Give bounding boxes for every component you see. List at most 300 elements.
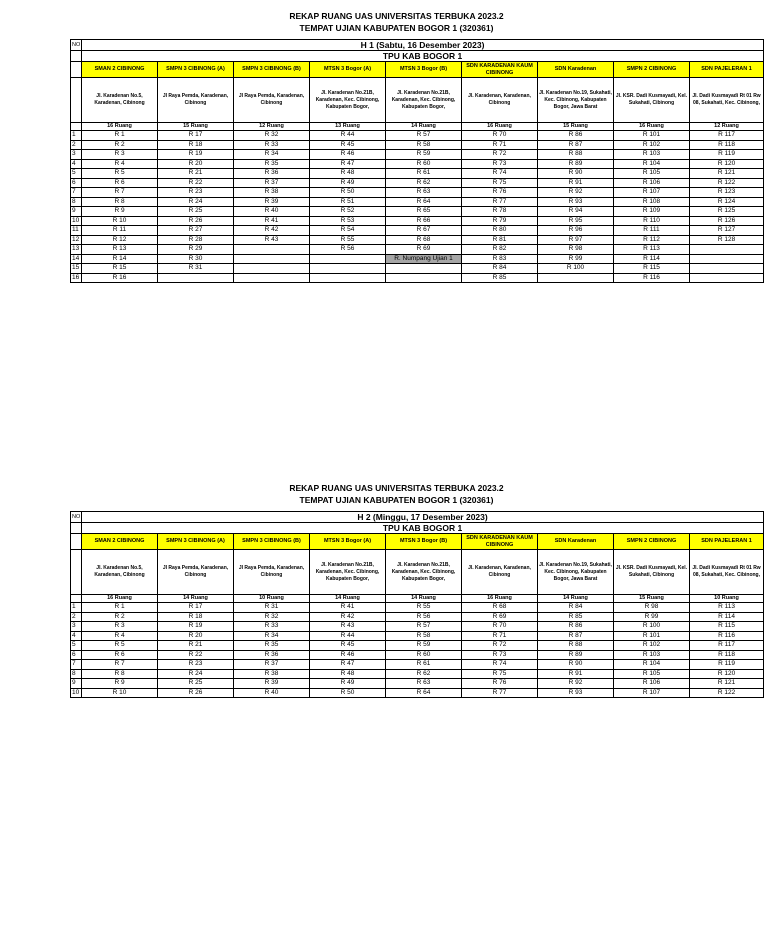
row-number: 8 (71, 669, 82, 679)
room-cell: R 115 (614, 264, 690, 274)
room-cell: R 77 (462, 197, 538, 207)
school-address: Jl. Karadenan, Karadenan, Cibinong (462, 550, 538, 595)
room-cell: R 91 (538, 669, 614, 679)
room-cell: R 86 (538, 622, 614, 632)
room-cell: R 128 (690, 235, 764, 245)
room-cell: R 20 (158, 159, 234, 169)
room-cell: R 7 (82, 660, 158, 670)
room-cell: R 15 (82, 264, 158, 274)
room-cell: R 70 (462, 622, 538, 632)
room-cell: R 67 (386, 226, 462, 236)
room-cell: R 22 (158, 178, 234, 188)
room-cell: R 66 (386, 216, 462, 226)
room-cell: R 95 (538, 216, 614, 226)
room-cell: R 34 (234, 631, 310, 641)
row-number: 4 (71, 159, 82, 169)
room-cell: R 65 (386, 207, 462, 217)
room-cell: R 44 (310, 131, 386, 141)
room-cell: R 87 (538, 631, 614, 641)
school-address: Jl. Karadenan No.21B, Karadenan, Kec. Cibinong, Kabupaten Bogor, (310, 78, 386, 123)
school-address: Jl. Karadenan No.5, Karadenan, Cibinong (82, 550, 158, 595)
room-cell: R 52 (310, 207, 386, 217)
room-cell: R 99 (614, 612, 690, 622)
room-cell: R 119 (690, 150, 764, 160)
room-cell: R 4 (82, 159, 158, 169)
address-row (71, 550, 764, 595)
room-cell: R 102 (614, 641, 690, 651)
room-count: 12 Ruang (690, 123, 764, 131)
school-address: Jl. Karadenan No.19, Sukahati, Kec. Cibinong, Kabupaten Bogor, Jawa Barat (538, 78, 614, 123)
room-cell (310, 273, 386, 283)
room-cell: R 41 (234, 216, 310, 226)
day-label: H 1 (Sabtu, 16 Desember 2023) (82, 40, 764, 51)
room-cell: R 92 (538, 188, 614, 198)
row-number: 6 (71, 650, 82, 660)
room-cell: R 107 (614, 188, 690, 198)
room-cell: R 122 (690, 688, 764, 698)
room-cell: R 25 (158, 679, 234, 689)
room-cell: R 51 (310, 197, 386, 207)
room-cell: R 68 (462, 603, 538, 613)
room-cell: R 102 (614, 140, 690, 150)
room-cell: R 60 (386, 159, 462, 169)
room-cell (690, 273, 764, 283)
row-number: 8 (71, 197, 82, 207)
room-cell: R 114 (690, 612, 764, 622)
row-number: 9 (71, 679, 82, 689)
school-name: SMPN 3 CIBINONG (B) (234, 534, 310, 550)
table-row (71, 169, 764, 179)
room-cell: R 32 (234, 131, 310, 141)
room-cell: R 54 (310, 226, 386, 236)
room-cell: R 33 (234, 622, 310, 632)
school-name: SMPN 3 CIBINONG (A) (158, 62, 234, 78)
room-cell: R 77 (462, 688, 538, 698)
room-cell: R 114 (614, 254, 690, 264)
no-header: NO (71, 40, 82, 51)
room-cell: R 24 (158, 197, 234, 207)
room-cell: R 23 (158, 660, 234, 670)
room-cell: R 104 (614, 660, 690, 670)
room-cell: R 28 (158, 235, 234, 245)
school-address: Jl. Dadi Kusmayadi Rt 01 Rw 08, Sukahati, Kec. Cibinong, (690, 550, 764, 595)
room-cell: R 55 (310, 235, 386, 245)
day-row (71, 512, 764, 523)
row-number: 4 (71, 631, 82, 641)
school-header-row (71, 534, 764, 550)
room-cell: R 3 (82, 150, 158, 160)
room-cell: R 72 (462, 641, 538, 651)
school-name: SDN KARADENAN KAUM CIBINONG (462, 62, 538, 78)
table-row (71, 235, 764, 245)
table-row (71, 603, 764, 613)
room-cell: R 7 (82, 188, 158, 198)
room-count: 14 Ruang (158, 595, 234, 603)
room-cell: R 117 (690, 641, 764, 651)
school-name: SMPN 3 CIBINONG (B) (234, 62, 310, 78)
room-cell: R 43 (234, 235, 310, 245)
room-cell: R 74 (462, 660, 538, 670)
room-cell: R 72 (462, 150, 538, 160)
room-cell: R 31 (234, 603, 310, 613)
room-cell: R 105 (614, 169, 690, 179)
room-cell: R 90 (538, 169, 614, 179)
room-cell: R 42 (310, 612, 386, 622)
room-cell: R 100 (614, 622, 690, 632)
room-cell: R 85 (462, 273, 538, 283)
room-cell: R 10 (82, 216, 158, 226)
room-cell: R 11 (82, 226, 158, 236)
room-cell: R. Numpang Ujian 1 (386, 254, 462, 264)
no-cell (71, 51, 82, 62)
room-cell: R 103 (614, 650, 690, 660)
room-cell: R 14 (82, 254, 158, 264)
room-count: 16 Ruang (462, 595, 538, 603)
room-cell: R 55 (386, 603, 462, 613)
room-cell: R 19 (158, 622, 234, 632)
room-count: 15 Ruang (538, 123, 614, 131)
room-cell: R 116 (614, 273, 690, 283)
room-count-row (71, 123, 764, 131)
room-cell: R 56 (310, 245, 386, 255)
room-cell: R 50 (310, 188, 386, 198)
room-cell: R 29 (158, 245, 234, 255)
row-number: 1 (71, 603, 82, 613)
room-cell: R 101 (614, 631, 690, 641)
report-title: REKAP RUANG UAS UNIVERSITAS TERBUKA 2023.2 (289, 483, 504, 493)
room-cell: R 127 (690, 226, 764, 236)
table-row (71, 178, 764, 188)
table-row (71, 216, 764, 226)
room-cell: R 126 (690, 216, 764, 226)
room-cell: R 99 (538, 254, 614, 264)
table-row (71, 264, 764, 274)
room-count: 16 Ruang (82, 595, 158, 603)
school-address: Jl Raya Pemda, Karadenan, Cibinong (158, 550, 234, 595)
room-cell: R 39 (234, 197, 310, 207)
room-cell (538, 273, 614, 283)
table-row (71, 669, 764, 679)
address-row (71, 78, 764, 123)
room-cell: R 62 (386, 669, 462, 679)
tpu-label: TPU KAB BOGOR 1 (82, 51, 764, 62)
day-label: H 2 (Minggu, 17 Desember 2023) (82, 512, 764, 523)
room-cell: R 59 (386, 150, 462, 160)
day-row (71, 40, 764, 51)
no-cell (71, 595, 82, 603)
room-cell: R 17 (158, 603, 234, 613)
table-row (71, 612, 764, 622)
room-cell: R 47 (310, 159, 386, 169)
no-cell (71, 534, 82, 550)
room-table (70, 39, 764, 283)
room-cell: R 16 (82, 273, 158, 283)
room-cell: R 19 (158, 150, 234, 160)
room-table-day-2 (70, 511, 761, 698)
school-name: MTSN 3 Bogor (B) (386, 534, 462, 550)
table-row (71, 631, 764, 641)
room-cell: R 2 (82, 140, 158, 150)
room-count: 14 Ruang (538, 595, 614, 603)
room-cell: R 81 (462, 235, 538, 245)
room-cell: R 75 (462, 669, 538, 679)
table-row (71, 197, 764, 207)
room-cell: R 39 (234, 679, 310, 689)
room-count: 15 Ruang (158, 123, 234, 131)
room-cell: R 69 (462, 612, 538, 622)
room-cell: R 76 (462, 679, 538, 689)
room-cell: R 4 (82, 631, 158, 641)
school-name: MTSN 3 Bogor (A) (310, 62, 386, 78)
room-cell: R 13 (82, 245, 158, 255)
room-cell: R 18 (158, 140, 234, 150)
table-row (71, 150, 764, 160)
room-count: 10 Ruang (234, 595, 310, 603)
room-cell: R 71 (462, 140, 538, 150)
school-name: SMPN 3 CIBINONG (A) (158, 534, 234, 550)
room-cell (386, 264, 462, 274)
room-cell: R 97 (538, 235, 614, 245)
room-count-row (71, 595, 764, 603)
room-cell: R 61 (386, 660, 462, 670)
room-count: 16 Ruang (614, 123, 690, 131)
room-cell: R 78 (462, 207, 538, 217)
room-cell: R 49 (310, 178, 386, 188)
row-number: 11 (71, 226, 82, 236)
room-cell: R 125 (690, 207, 764, 217)
room-cell: R 36 (234, 650, 310, 660)
room-cell: R 121 (690, 169, 764, 179)
room-cell: R 116 (690, 631, 764, 641)
room-cell: R 21 (158, 641, 234, 651)
room-cell: R 60 (386, 650, 462, 660)
room-cell: R 27 (158, 226, 234, 236)
room-cell: R 63 (386, 188, 462, 198)
room-cell: R 62 (386, 178, 462, 188)
room-cell: R 31 (158, 264, 234, 274)
school-address: Jl. Karadenan No.21B, Karadenan, Kec. Cibinong, Kabupaten Bogor, (386, 550, 462, 595)
room-cell: R 88 (538, 150, 614, 160)
room-cell: R 98 (614, 603, 690, 613)
room-cell: R 48 (310, 169, 386, 179)
room-cell (158, 273, 234, 283)
room-cell: R 37 (234, 660, 310, 670)
school-name: SMAN 2 CIBINONG (82, 62, 158, 78)
room-cell: R 53 (310, 216, 386, 226)
room-cell: R 75 (462, 178, 538, 188)
tpu-label: TPU KAB BOGOR 1 (82, 523, 764, 534)
room-cell: R 109 (614, 207, 690, 217)
room-cell: R 64 (386, 688, 462, 698)
room-cell: R 73 (462, 159, 538, 169)
room-cell: R 23 (158, 188, 234, 198)
room-count: 16 Ruang (462, 123, 538, 131)
room-cell: R 9 (82, 207, 158, 217)
room-cell: R 110 (614, 216, 690, 226)
room-cell: R 89 (538, 159, 614, 169)
room-cell: R 83 (462, 254, 538, 264)
row-number: 2 (71, 140, 82, 150)
room-cell: R 92 (538, 679, 614, 689)
room-cell: R 94 (538, 207, 614, 217)
row-number: 10 (71, 216, 82, 226)
tpu-row (71, 51, 764, 62)
room-cell: R 38 (234, 188, 310, 198)
room-cell: R 58 (386, 140, 462, 150)
school-address: Jl. Karadenan No.19, Sukahati, Kec. Cibinong, Kabupaten Bogor, Jawa Barat (538, 550, 614, 595)
room-cell: R 5 (82, 641, 158, 651)
room-cell: R 119 (690, 660, 764, 670)
room-cell: R 22 (158, 650, 234, 660)
school-address: Jl. KSR. Dadi Kusmayadi, Kel. Sukahati, Cibinong (614, 550, 690, 595)
row-number: 5 (71, 641, 82, 651)
room-cell: R 41 (310, 603, 386, 613)
room-cell: R 2 (82, 612, 158, 622)
school-name: SDN KARADENAN KAUM CIBINONG (462, 534, 538, 550)
room-cell: R 105 (614, 669, 690, 679)
room-cell: R 36 (234, 169, 310, 179)
table-row (71, 660, 764, 670)
room-cell: R 9 (82, 679, 158, 689)
room-cell: R 61 (386, 169, 462, 179)
room-count: 13 Ruang (310, 123, 386, 131)
room-cell: R 115 (690, 622, 764, 632)
room-cell (310, 264, 386, 274)
room-cell: R 26 (158, 216, 234, 226)
table-row (71, 245, 764, 255)
room-cell: R 48 (310, 669, 386, 679)
row-number: 10 (71, 688, 82, 698)
room-cell: R 44 (310, 631, 386, 641)
school-name: SDN Karadenan (538, 62, 614, 78)
room-cell: R 80 (462, 226, 538, 236)
room-cell: R 50 (310, 688, 386, 698)
room-cell: R 84 (462, 264, 538, 274)
row-number: 12 (71, 235, 82, 245)
room-count: 15 Ruang (614, 595, 690, 603)
room-cell: R 113 (690, 603, 764, 613)
table-row (71, 679, 764, 689)
room-cell: R 32 (234, 612, 310, 622)
room-cell: R 118 (690, 140, 764, 150)
school-name: MTSN 3 Bogor (A) (310, 534, 386, 550)
room-cell: R 33 (234, 140, 310, 150)
table-row (71, 622, 764, 632)
room-cell: R 111 (614, 226, 690, 236)
school-address: Jl. Karadenan No.21B, Karadenan, Kec. Cibinong, Kabupaten Bogor, (386, 78, 462, 123)
school-address: Jl. Karadenan, Karadenan, Cibinong (462, 78, 538, 123)
room-cell: R 46 (310, 650, 386, 660)
room-cell: R 59 (386, 641, 462, 651)
room-cell: R 57 (386, 131, 462, 141)
room-cell (386, 273, 462, 283)
row-number: 1 (71, 131, 82, 141)
room-cell: R 70 (462, 131, 538, 141)
room-cell: R 1 (82, 131, 158, 141)
room-table (70, 511, 764, 698)
room-cell: R 98 (538, 245, 614, 255)
room-cell: R 101 (614, 131, 690, 141)
row-number: 9 (71, 207, 82, 217)
table-row (71, 688, 764, 698)
room-cell: R 73 (462, 650, 538, 660)
room-cell: R 35 (234, 641, 310, 651)
room-cell (234, 254, 310, 264)
room-cell: R 40 (234, 207, 310, 217)
room-cell: R 25 (158, 207, 234, 217)
row-number: 7 (71, 660, 82, 670)
school-name: SDN PAJELERAN 1 (690, 534, 764, 550)
school-name: SMPN 2 CIBINONG (614, 534, 690, 550)
report-subtitle: TEMPAT UJIAN KABUPATEN BOGOR 1 (320361) (299, 23, 494, 33)
report-title: REKAP RUANG UAS UNIVERSITAS TERBUKA 2023.2 (289, 11, 504, 21)
table-row (71, 131, 764, 141)
room-cell: R 123 (690, 188, 764, 198)
room-cell: R 43 (310, 622, 386, 632)
room-cell: R 90 (538, 660, 614, 670)
room-cell: R 46 (310, 150, 386, 160)
no-cell (71, 123, 82, 131)
room-cell: R 124 (690, 197, 764, 207)
room-cell: R 17 (158, 131, 234, 141)
room-cell: R 6 (82, 650, 158, 660)
school-address: Jl. Karadenan No.5, Karadenan, Cibinong (82, 78, 158, 123)
room-cell: R 71 (462, 631, 538, 641)
room-cell: R 74 (462, 169, 538, 179)
table-row (71, 641, 764, 651)
room-cell: R 49 (310, 679, 386, 689)
school-address: Jl. Dadi Kusmayadi Rt 01 Rw 08, Sukahati, Kec. Cibinong, (690, 78, 764, 123)
room-cell: R 6 (82, 178, 158, 188)
room-cell: R 26 (158, 688, 234, 698)
room-cell: R 40 (234, 688, 310, 698)
room-cell: R 8 (82, 669, 158, 679)
room-cell: R 57 (386, 622, 462, 632)
room-cell: R 8 (82, 197, 158, 207)
room-cell: R 87 (538, 140, 614, 150)
row-number: 5 (71, 169, 82, 179)
school-name: SMPN 2 CIBINONG (614, 62, 690, 78)
room-table-day-1 (70, 39, 761, 283)
tpu-row (71, 523, 764, 534)
no-cell (71, 62, 82, 78)
room-count: 14 Ruang (310, 595, 386, 603)
no-cell (71, 523, 82, 534)
room-cell: R 107 (614, 688, 690, 698)
room-cell: R 12 (82, 235, 158, 245)
school-address: Jl Raya Pemda, Karadenan, Cibinong (158, 78, 234, 123)
room-cell: R 120 (690, 159, 764, 169)
row-number: 16 (71, 273, 82, 283)
school-name: SMAN 2 CIBINONG (82, 534, 158, 550)
school-header-row (71, 62, 764, 78)
room-cell: R 58 (386, 631, 462, 641)
room-count: 14 Ruang (386, 123, 462, 131)
room-cell: R 34 (234, 150, 310, 160)
room-cell: R 96 (538, 226, 614, 236)
room-cell: R 100 (538, 264, 614, 274)
room-cell: R 117 (690, 131, 764, 141)
room-cell (234, 273, 310, 283)
table-row (71, 140, 764, 150)
room-cell: R 76 (462, 188, 538, 198)
room-cell: R 86 (538, 131, 614, 141)
room-cell: R 5 (82, 169, 158, 179)
room-cell: R 20 (158, 631, 234, 641)
room-cell: R 21 (158, 169, 234, 179)
no-header: NO (71, 512, 82, 523)
table-row (71, 188, 764, 198)
